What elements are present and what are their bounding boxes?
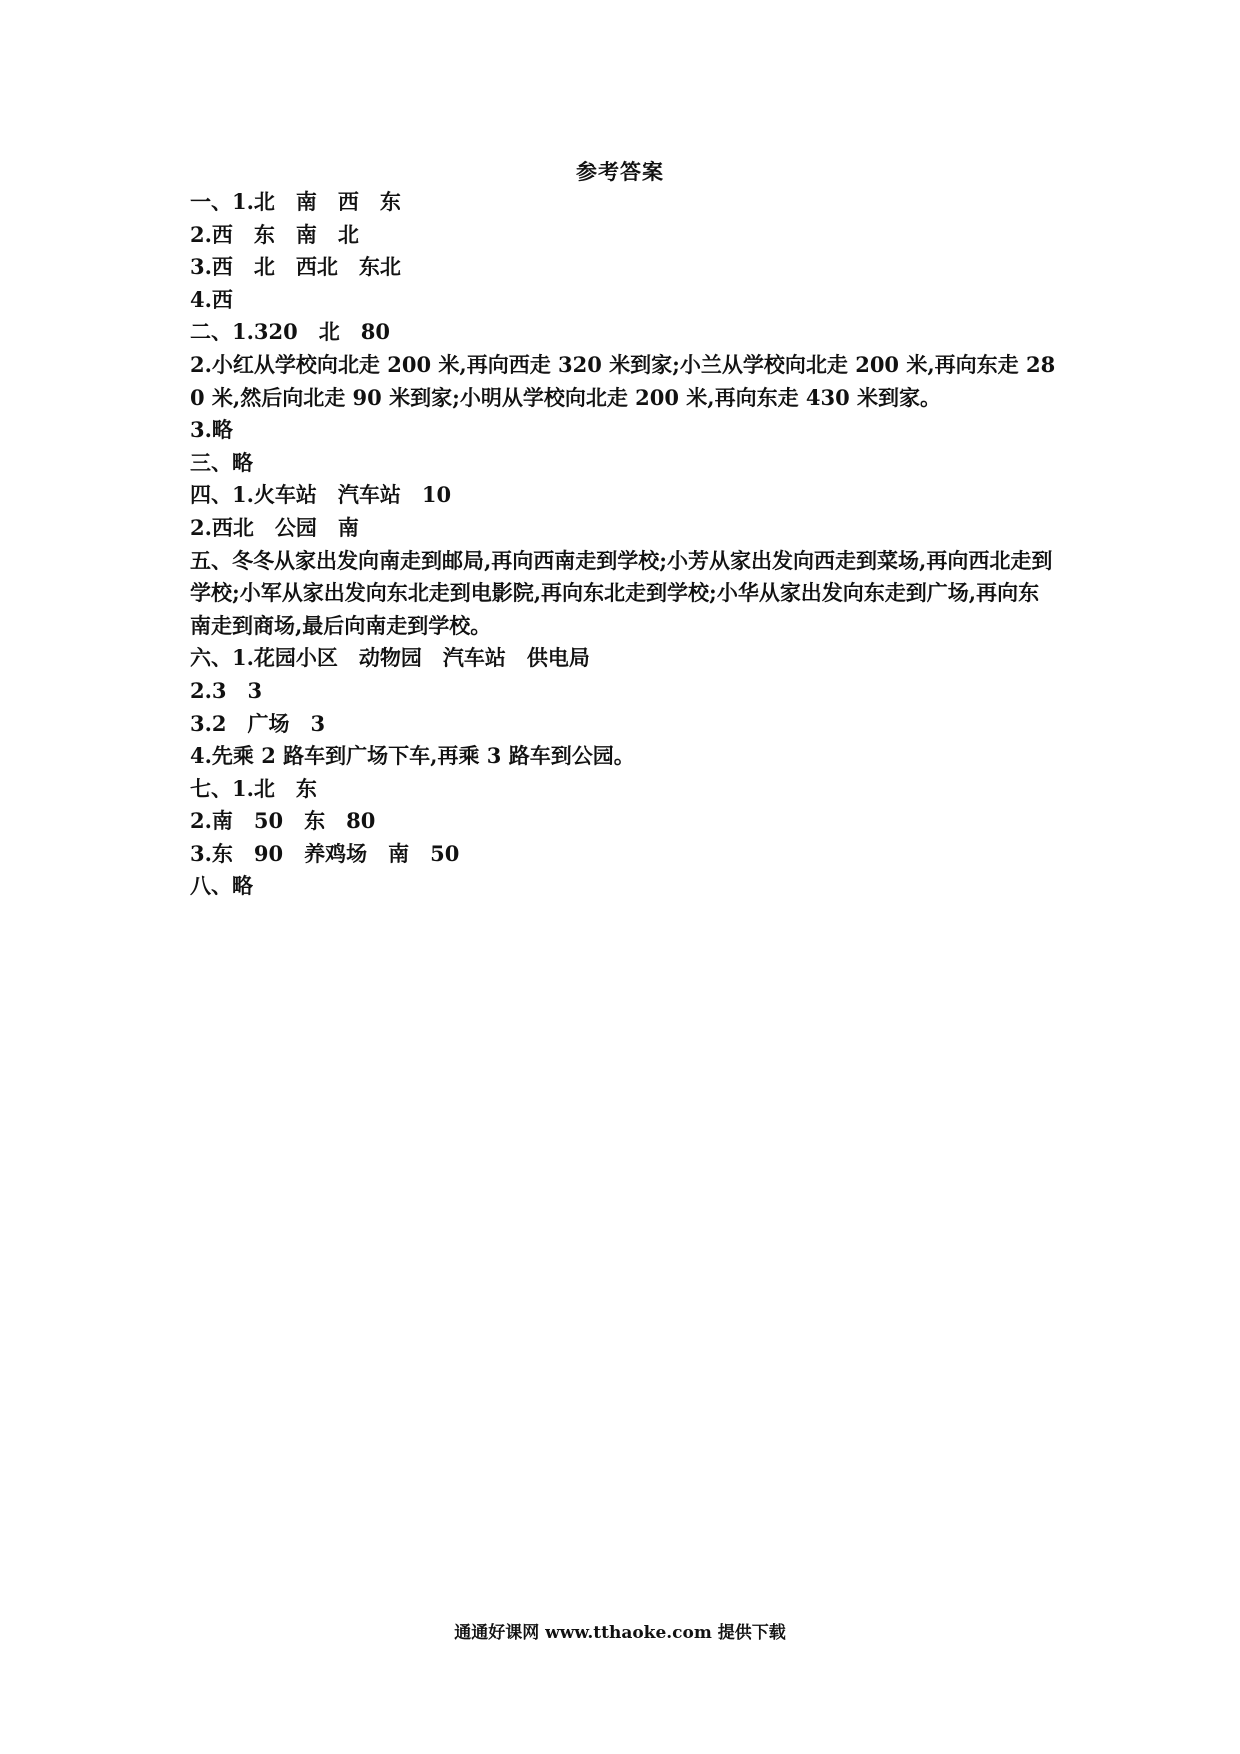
answer-line: 七、1.北 东 (190, 775, 317, 801)
answer-line: 2.西 东 南 北 (190, 221, 359, 247)
answer-line: 一、1.北 南 西 东 (190, 189, 401, 214)
answer-line: 三、略 (190, 449, 253, 475)
answer-line: 4.西 (190, 286, 233, 312)
answer-line: 4.先乘 2 路车到广场下车,再乘 3 路车到公园。 (190, 743, 635, 769)
answer-line: 五、冬冬从家出发向南走到邮局,再向西南走到学校;小芳从家出发向西走到菜场,再向西北走到学校;小军从家出发向东北走到电影院,再向东北走到学校;小华从家出发向东走到广场,再向东南走到商场,最后向南走到学校。 (190, 547, 1053, 638)
answer-line: 3.东 90 养鸡场 南 50 (190, 840, 460, 866)
answer-line: 2.3 3 (190, 677, 263, 703)
download-footer: 通通好课网 www.tthaoke.com 提供下载 (454, 1623, 786, 1643)
answer-line: 八、略 (190, 873, 253, 899)
answer-line: 2.西北 公园 南 (190, 514, 359, 540)
answer-line: 四、1.火车站 汽车站 10 (190, 482, 452, 508)
answer-list (190, 186, 1060, 903)
answer-line: 六、1.花园小区 动物园 汽车站 供电局 (190, 645, 590, 671)
answer-line: 2.小红从学校向北走 200 米,再向西走 320 米到家;小兰从学校向北走 200 米,再向东走 280 米,然后向北走 90 米到家;小明从学校向北走 200 米,再向东走 430 米到家。 (190, 351, 1056, 410)
answer-line: 二、1.320 北 80 (190, 319, 390, 345)
answer-line: 3.2 广场 3 (190, 710, 326, 736)
document-title: 参考答案 (576, 159, 664, 184)
answer-line: 3.略 (190, 417, 233, 443)
answer-line: 3.西 北 西北 东北 (190, 254, 401, 280)
answer-line: 2.南 50 东 80 (190, 808, 376, 834)
